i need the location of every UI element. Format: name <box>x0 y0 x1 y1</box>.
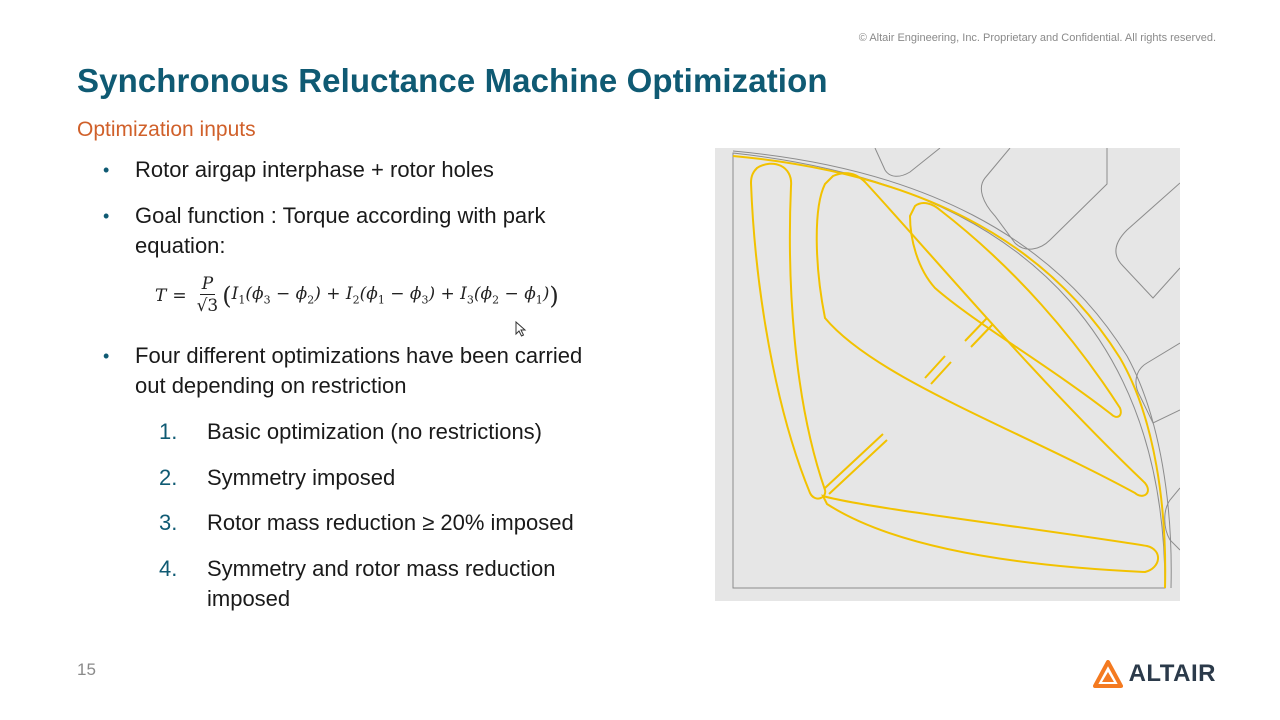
eq-rhs: $I_1(\phi_3 - \phi_2) + I_2(\phi_1 - \phi_3) + I_3(\phi_2 - \phi_1)$ <box>231 284 550 307</box>
item-text: Symmetry imposed <box>207 465 396 490</box>
slide-title: Synchronous Reluctance Machine Optimization <box>77 62 828 99</box>
altair-logo-text: ALTAIR <box>1128 660 1216 687</box>
item-text: Rotor mass reduction ≥ 20% imposed <box>207 510 574 535</box>
item-number: 2. <box>159 465 178 490</box>
park-torque-equation <box>155 274 559 317</box>
eq-denominator: √3 <box>196 296 219 316</box>
bullet-text-cont: out depending on restriction <box>135 373 407 398</box>
item-number: 1. <box>159 419 178 444</box>
eq-lhs: T <box>155 285 167 306</box>
eq-open-paren: ( <box>222 281 232 310</box>
item-number: 4. <box>159 556 178 581</box>
bullet-text-cont: equation: <box>135 233 226 258</box>
bullet-text: Rotor airgap interphase + rotor holes <box>135 157 494 182</box>
slide-number: 15 <box>77 660 96 679</box>
rotor-geometry-figure <box>715 148 1180 601</box>
bullet-marker: • <box>103 346 110 366</box>
eq-close-paren: ) <box>549 281 559 310</box>
item-text: Symmetry and rotor mass reduction <box>207 556 556 581</box>
item-text: Basic optimization (no restrictions) <box>207 419 543 444</box>
mouse-cursor-icon <box>515 321 527 337</box>
bullet-text: Goal function : Torque according with park <box>135 203 546 228</box>
eq-numerator: P <box>201 274 214 294</box>
bullet-marker: • <box>103 206 110 226</box>
section-subtitle: Optimization inputs <box>77 118 256 141</box>
altair-logo <box>1093 660 1216 688</box>
item-text-cont: imposed <box>207 586 291 611</box>
eq-equals: = <box>172 285 187 306</box>
item-number: 3. <box>159 510 178 535</box>
eq-fraction <box>197 274 219 317</box>
bullet-text: Four different optimizations have been carried <box>135 343 583 368</box>
altair-logo-icon <box>1093 660 1123 688</box>
copyright-notice: © Altair Engineering, Inc. Proprietary and Confidential. All rights reserved. <box>858 32 1216 44</box>
bullet-marker: • <box>103 160 110 180</box>
